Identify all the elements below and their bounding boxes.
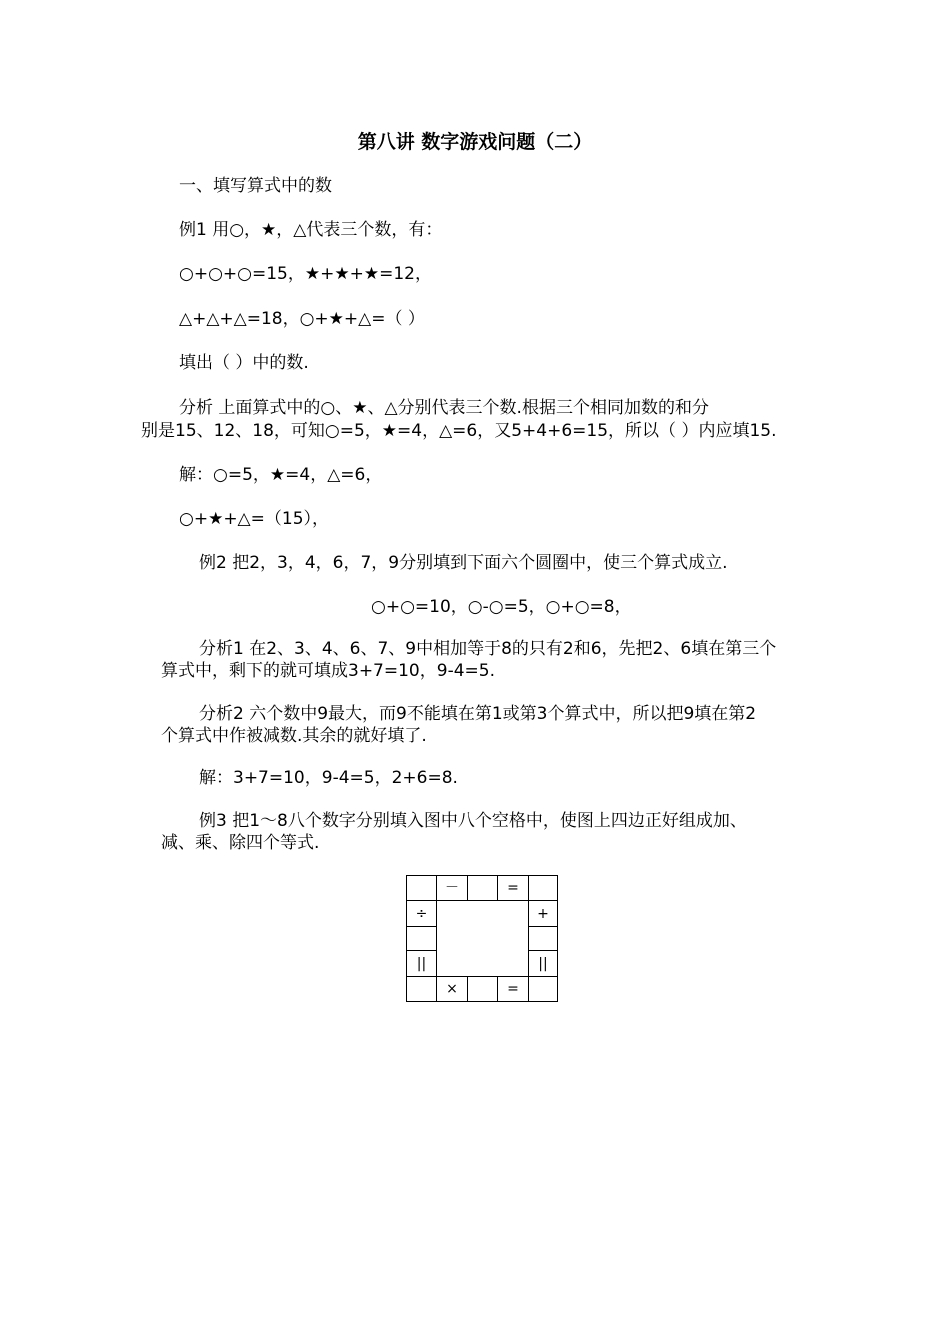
example3-intro-line1: 例3 把1～8八个数字分别填入图中八个空格中，使图上四边正好组成加、 <box>199 811 747 831</box>
grid-minus-sign: － <box>436 875 468 901</box>
grid-times-sign: × <box>436 976 468 1002</box>
example1-analysis-line2: 别是15、12、18，可知○=5，★=4，△=6，又5+4+6=15，所以（ ）内应填15. <box>141 421 777 441</box>
example1-equation-2: △+△+△=18，○+★+△=（ ） <box>179 309 425 329</box>
page-title: 第八讲 数字游戏问题（二） <box>357 131 593 153</box>
example2-intro: 例2 把2，3，4，6，7，9分别填到下面六个圆圈中，使三个算式成立. <box>199 553 728 573</box>
example2-analysis1-line1: 分析1 在2、3、4、6、7、9中相加等于8的只有2和6，先把2、6填在第三个 <box>199 639 777 659</box>
grid-blank-cell <box>467 976 498 1002</box>
grid-equals-sign: = <box>497 976 529 1002</box>
grid-blank-cell <box>467 875 498 901</box>
example1-question: 填出（ ）中的数. <box>179 353 309 373</box>
example2-formula: ○+○=10，○-○=5，○+○=8， <box>371 597 632 617</box>
grid-equals-sign: = <box>497 875 529 901</box>
example1-intro: 例1 用○，★，△代表三个数，有： <box>179 220 443 240</box>
grid-plus-sign: + <box>528 900 558 927</box>
example1-solution-line1: 解：○=5，★=4，△=6， <box>179 465 383 485</box>
grid-vertical-equals-sign: || <box>528 950 558 977</box>
grid-divide-sign: ÷ <box>406 900 437 927</box>
grid-blank-cell <box>528 976 558 1002</box>
example2-analysis2-line1: 分析2 六个数中9最大，而9不能填在第1或第3个算式中，所以把9填在第2 <box>199 704 757 724</box>
example1-analysis-line1: 分析 上面算式中的○、★、△分别代表三个数.根据三个相同加数的和分 <box>179 398 709 418</box>
example3-intro-line2: 减、乘、除四个等式. <box>161 833 320 853</box>
grid-blank-cell <box>406 926 437 951</box>
grid-blank-cell <box>528 926 558 951</box>
example2-solution: 解：3+7=10，9-4=5，2+6=8. <box>199 768 458 788</box>
grid-blank-cell <box>406 976 437 1002</box>
section-heading: 一、填写算式中的数 <box>179 176 332 196</box>
equation-grid <box>406 875 558 1002</box>
example1-solution-line2: ○+★+△=（15）， <box>179 509 330 529</box>
grid-blank-cell <box>528 875 558 901</box>
example2-analysis1-line2: 算式中，剩下的就可填成3+7=10，9-4=5. <box>161 661 495 681</box>
grid-blank-cell <box>406 875 437 901</box>
example1-equation-1: ○+○+○=15，★+★+★=12， <box>179 264 432 284</box>
example2-analysis2-line2: 个算式中作被减数.其余的就好填了. <box>161 726 427 746</box>
grid-vertical-equals-sign: || <box>406 950 437 977</box>
